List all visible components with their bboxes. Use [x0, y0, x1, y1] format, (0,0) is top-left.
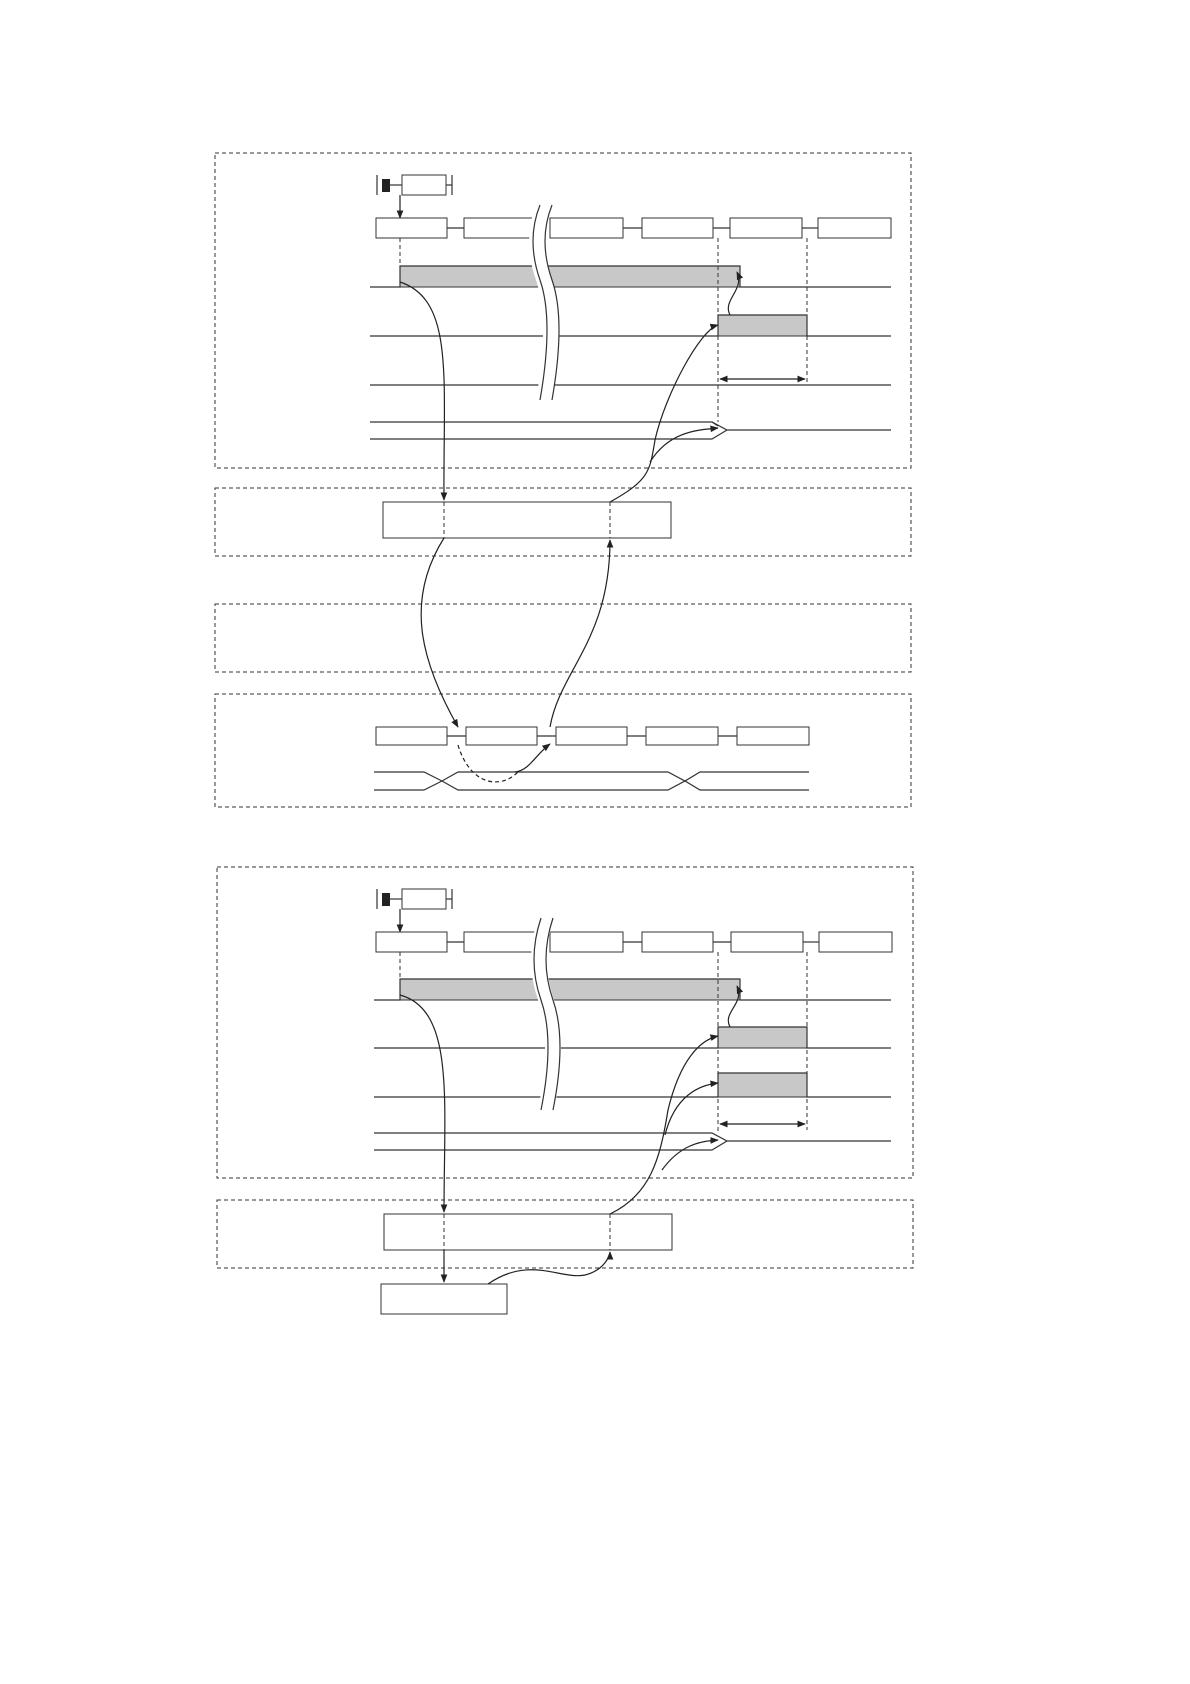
flow-arrow	[662, 1140, 718, 1170]
bottom-complete-signal	[374, 1027, 891, 1048]
remote-box	[737, 727, 809, 745]
scan-box	[464, 218, 540, 238]
bottom-sequence-panel	[217, 867, 913, 1314]
top-remote-bus	[374, 772, 809, 790]
busy-shade	[400, 266, 740, 287]
flow-arrow	[458, 745, 518, 782]
remote-box	[466, 727, 537, 745]
flow-arrow	[400, 282, 444, 500]
busy-shade	[400, 979, 740, 1000]
scan-box	[642, 932, 713, 952]
remote-box	[646, 727, 718, 745]
scan-box	[376, 218, 447, 238]
flow-arrow	[610, 325, 718, 502]
flow-arrow	[550, 540, 610, 727]
bottom-error-signal	[374, 1073, 891, 1097]
bottom-cpu-frame	[217, 867, 913, 1178]
bottom-scan-sequence	[376, 932, 892, 952]
top-busy-signal	[370, 266, 891, 287]
top-complete-signal	[370, 315, 891, 336]
scan-box	[464, 932, 540, 952]
remote-box	[556, 727, 627, 745]
scan-box	[376, 932, 447, 952]
scan-box	[550, 932, 623, 952]
scan-box	[550, 218, 623, 238]
instruction-contact-icon	[377, 175, 452, 218]
scan-box	[819, 932, 892, 952]
scan-box	[730, 218, 802, 238]
scan-box	[731, 932, 803, 952]
scan-box	[818, 218, 891, 238]
top-remote-sequence	[376, 727, 809, 745]
bottom-device-box	[381, 1284, 507, 1314]
bottom-busy-signal	[374, 979, 891, 1000]
top-network-frame	[215, 604, 911, 672]
bottom-data-bus	[374, 1133, 891, 1150]
scan-box	[642, 218, 713, 238]
flow-arrow	[610, 1036, 718, 1214]
bottom-buffer-box	[384, 1214, 672, 1250]
remote-box	[376, 727, 447, 745]
error-shade	[718, 1073, 807, 1097]
flow-arrow	[421, 538, 458, 727]
instruction-contact-icon	[377, 889, 452, 932]
complete-shade	[718, 1027, 807, 1048]
flow-arrow	[400, 995, 445, 1212]
top-data-bus	[370, 422, 891, 439]
flow-arrow	[650, 428, 718, 462]
complete-shade	[718, 315, 807, 336]
top-sequence-panel	[215, 153, 911, 807]
top-scan-sequence	[376, 218, 891, 238]
flow-arrow	[515, 744, 550, 772]
top-buffer-box	[383, 502, 671, 538]
